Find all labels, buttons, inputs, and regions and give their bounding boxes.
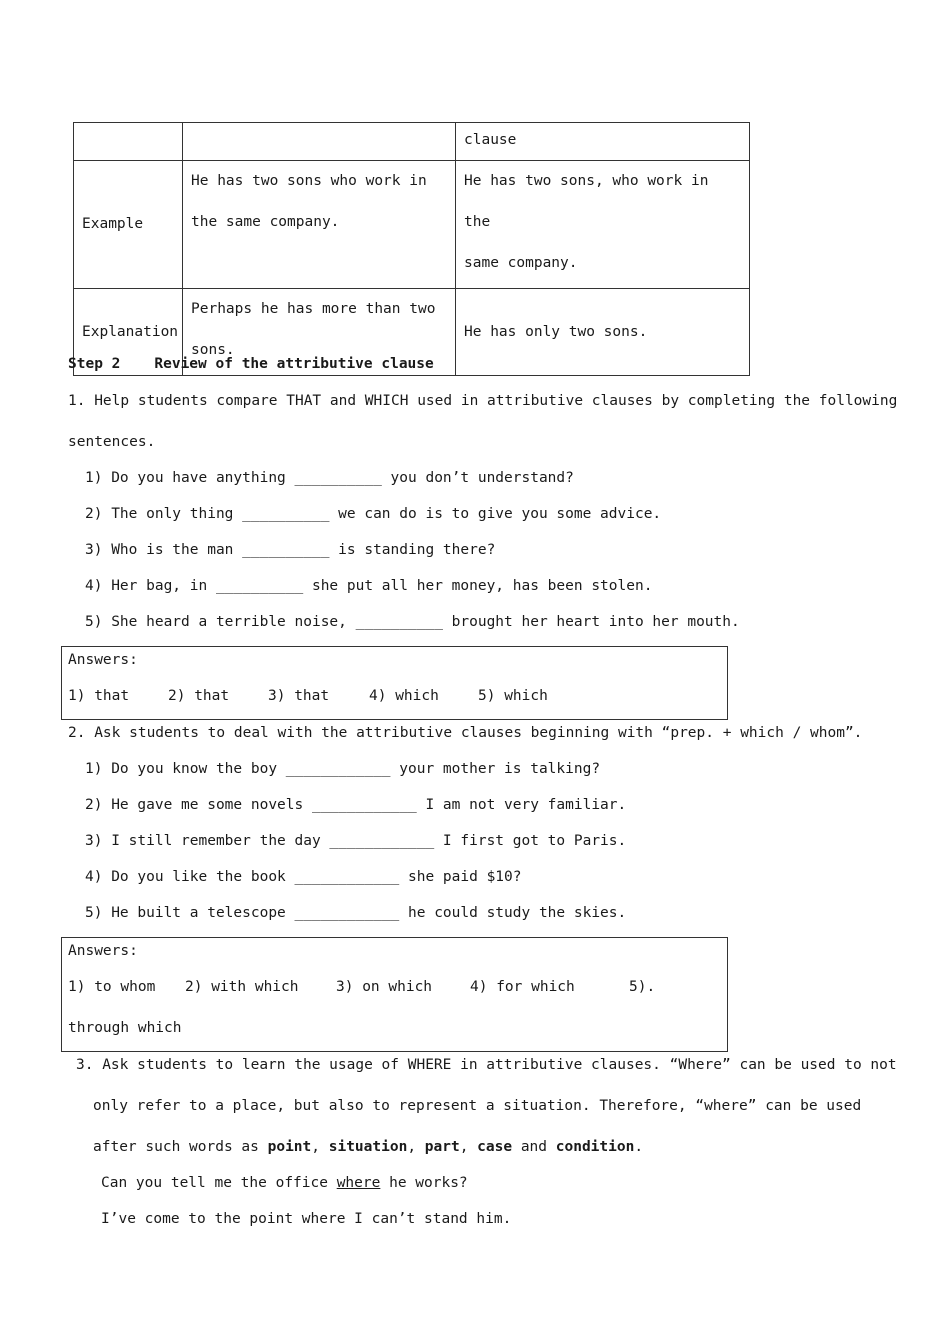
cell-line: He has two sons, who work in the	[464, 173, 709, 230]
cell-line: Perhaps he has more than two	[191, 301, 436, 317]
answer-box	[61, 937, 728, 1052]
list-item: 2) The only thing __________ we can do is to give you some advice.	[85, 506, 662, 522]
text-run: ,	[407, 1139, 425, 1155]
row-label-example: Example	[74, 161, 183, 289]
list-item: 1) Do you have anything __________ you don’t understand?	[85, 470, 574, 486]
cell-line: same company.	[464, 255, 578, 271]
text-run: ,	[459, 1139, 478, 1155]
answer-item: 1) to whom	[68, 979, 156, 995]
step-label: Step 2	[68, 356, 121, 372]
cell-line: sons.	[191, 342, 235, 358]
answer-item: 1) that	[68, 688, 130, 704]
step-title: Review of the attributive clause	[154, 356, 434, 372]
text-run: Can you tell me the office	[101, 1175, 337, 1191]
list-item: 4) Do you like the book ____________ she paid $10?	[85, 869, 522, 885]
part3-line3	[93, 1139, 643, 1155]
text-run: .	[634, 1139, 644, 1155]
answer-item: 3) on which	[336, 979, 433, 995]
cell-line: the same company.	[191, 214, 340, 230]
list-item: 3) Who is the man __________ is standing there?	[85, 542, 496, 558]
table-row	[74, 161, 750, 289]
table-row	[74, 123, 750, 161]
part2-intro: 2. Ask students to deal with the attributive clauses beginning with “prep. + which / whom”.	[68, 725, 863, 741]
table-cell	[183, 161, 456, 289]
keyword: condition	[555, 1139, 635, 1155]
answer-item: 5) which	[478, 688, 548, 704]
table-cell	[74, 123, 183, 161]
part3-line2: only refer to a place, but also to represent a situation. Therefore, “where” can be used	[93, 1098, 862, 1114]
answer-item: 2) that	[168, 688, 230, 704]
keyword: case	[477, 1139, 513, 1155]
keyword: situation	[328, 1139, 408, 1155]
answer-item: 4) which	[369, 688, 439, 704]
comparison-table	[73, 122, 750, 376]
answers-label: Answers:	[68, 652, 138, 668]
table-cell	[456, 161, 750, 289]
table-cell: He has only two sons.	[456, 289, 750, 376]
list-item: 4) Her bag, in __________ she put all her money, has been stolen.	[85, 578, 653, 594]
text-run: ,	[311, 1139, 329, 1155]
table-cell: clause	[456, 123, 750, 161]
answer-item: 4) for which	[470, 979, 575, 995]
underlined-word: where	[336, 1175, 381, 1191]
answer-item: 2) with which	[185, 979, 299, 995]
text-run: and	[512, 1139, 556, 1155]
list-item: 2) He gave me some novels ____________ I am not very familiar.	[85, 797, 627, 813]
example-sentence: I’ve come to the point where I can’t stand him.	[101, 1211, 512, 1227]
row-label-explanation: Explanation	[74, 289, 183, 376]
list-item: 5) He built a telescope ____________ he could study the skies.	[85, 905, 627, 921]
answer-box	[61, 646, 728, 720]
example-sentence	[101, 1175, 468, 1191]
part1-intro-line1: 1. Help students compare THAT and WHICH used in attributive clauses by completing the following	[68, 393, 898, 409]
list-item: 5) She heard a terrible noise, __________ brought her heart into her mouth.	[85, 614, 740, 630]
answers-label: Answers:	[68, 943, 138, 959]
keyword: point	[267, 1139, 312, 1155]
answer-item: through which	[68, 1020, 182, 1036]
list-item: 1) Do you know the boy ____________ your mother is talking?	[85, 761, 601, 777]
part1-intro-line2: sentences.	[68, 434, 156, 450]
table-cell	[183, 123, 456, 161]
list-item: 3) I still remember the day ____________ I first got to Paris.	[85, 833, 627, 849]
cell-line: He has two sons who work in	[191, 173, 427, 189]
answer-item: 5).	[629, 979, 656, 995]
step-heading	[68, 356, 434, 372]
text-run: after such words as	[93, 1139, 268, 1155]
answer-item: 3) that	[268, 688, 330, 704]
part3-line1: 3. Ask students to learn the usage of WHERE in attributive clauses. “Where” can be used to not	[76, 1057, 897, 1073]
keyword: part	[424, 1139, 460, 1155]
text-run: he works?	[380, 1175, 468, 1191]
